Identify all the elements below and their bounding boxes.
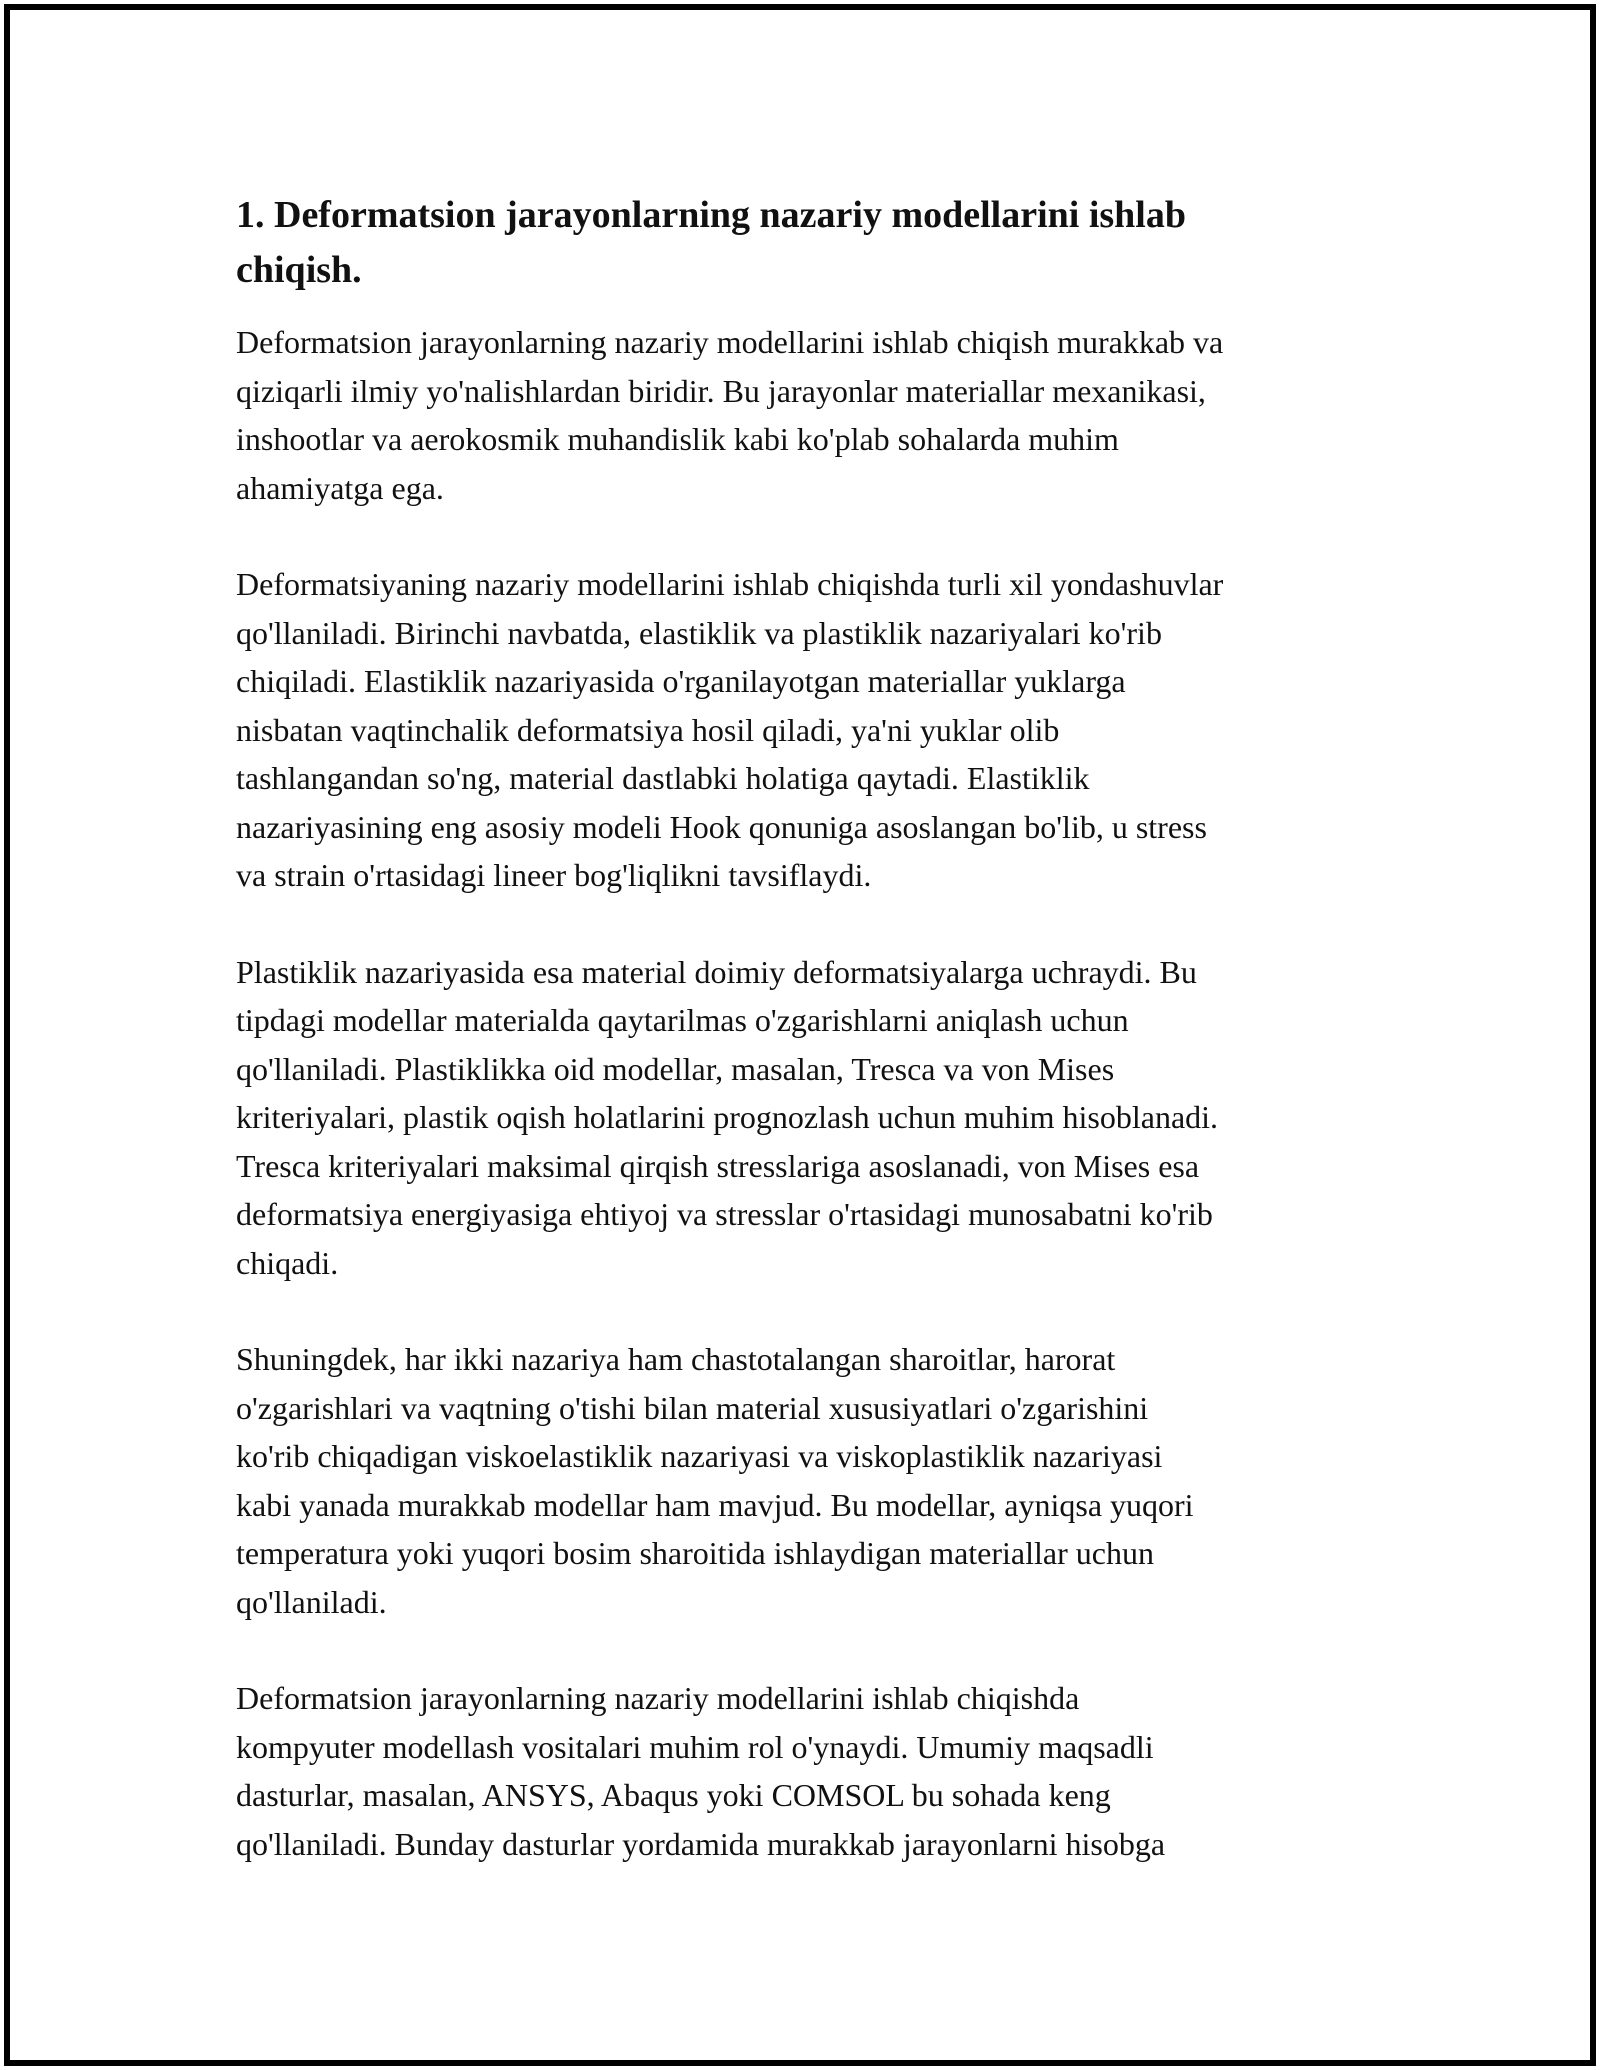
- paragraph-line: qo'llaniladi.: [236, 1583, 387, 1620]
- heading-line: 1. Deformatsion jarayonlarning nazariy modellarini ishlab: [236, 194, 1186, 236]
- paragraph-line: Deformatsiyaning nazariy modellarini ishlab chiqishda turli xil yondashuvlar: [236, 566, 1224, 602]
- heading-line: chiqish.: [236, 249, 362, 291]
- paragraph-line: nisbatan vaqtinchalik deformatsiya hosil qiladi, ya'ni yuklar olib: [236, 711, 1060, 748]
- paragraph-line: ko'rib chiqadigan viskoelastiklik nazariyasi va viskoplastiklik nazariyasi: [236, 1438, 1163, 1474]
- paragraph-2: [236, 560, 1386, 900]
- paragraph-1: [236, 318, 1386, 512]
- paragraph-line: o'zgarishlari va vaqtning o'tishi bilan material xususiyatlari o'zgarishini: [236, 1389, 1149, 1426]
- paragraph-line: qo'llaniladi. Plastiklikka oid modellar, masalan, Tresca va von Mises: [236, 1050, 1115, 1087]
- paragraph-line: dasturlar, masalan, ANSYS, Abaqus yoki COMSOL bu sohada keng: [236, 1777, 1111, 1813]
- paragraph-line: ahamiyatga ega.: [236, 469, 444, 506]
- paragraph-3: [236, 948, 1386, 1288]
- paragraph-line: qo'llaniladi. Birinchi navbatda, elastiklik va plastiklik nazariyalari ko'rib: [236, 614, 1162, 651]
- paragraph-line: Shuningdek, har ikki nazariya ham chastotalangan sharoitlar, harorat: [236, 1341, 1116, 1377]
- paragraph-line: kriteriyalari, plastik oqish holatlarini prognozlash uchun muhim hisoblanadi.: [236, 1099, 1219, 1135]
- paragraph-4: [236, 1335, 1386, 1626]
- paragraph-line: Deformatsion jarayonlarning nazariy modellarini ishlab chiqish murakkab va: [236, 324, 1224, 360]
- paragraph-line: deformatsiya energiyasiga ehtiyoj va stresslar o'rtasidagi munosabatni ko'rib: [236, 1196, 1213, 1232]
- paragraph-line: Deformatsion jarayonlarning nazariy modellarini ishlab chiqishda: [236, 1680, 1080, 1716]
- paragraph-line: va strain o'rtasidagi lineer bog'liqlikni tavsiflaydi.: [236, 857, 872, 893]
- paragraph-line: chiqiladi. Elastiklik nazariyasida o'rganilayotgan materiallar yuklarga: [236, 663, 1126, 699]
- paragraph-line: temperatura yoki yuqori bosim sharoitida ishlaydigan materiallar uchun: [236, 1535, 1154, 1571]
- paragraph-line: tashlangandan so'ng, material dastlabki holatiga qaytadi. Elastiklik: [236, 760, 1090, 796]
- paragraph-line: kompyuter modellash vositalari muhim rol o'ynaydi. Umumiy maqsadli: [236, 1728, 1154, 1765]
- paragraph-line: kabi yanada murakkab modellar ham mavjud. Bu modellar, ayniqsa yuqori: [236, 1486, 1194, 1523]
- paragraph-line: inshootlar va aerokosmik muhandislik kabi ko'plab sohalarda muhim: [236, 421, 1119, 457]
- paragraph-line: Tresca kriteriyalari maksimal qirqish stresslariga asoslanadi, von Mises esa: [236, 1147, 1200, 1184]
- paragraph-line: qo'llaniladi. Bunday dasturlar yordamida murakkab jarayonlarni hisobga: [236, 1825, 1166, 1862]
- paragraph-line: qiziqarli ilmiy yo'nalishlardan biridir. Bu jarayonlar materiallar mexanikasi,: [236, 372, 1206, 409]
- section-heading: [236, 188, 1386, 298]
- paragraph-line: chiqadi.: [236, 1244, 339, 1281]
- document-body: [236, 188, 1386, 1916]
- paragraph-line: nazariyasining eng asosiy modeli Hook qonuniga asoslangan bo'lib, u stress: [236, 808, 1207, 845]
- paragraph-line: tipdagi modellar materialda qaytarilmas o'zgarishlarni aniqlash uchun: [236, 1002, 1129, 1038]
- paragraph-line: Plastiklik nazariyasida esa material doimiy deformatsiyalarga uchraydi. Bu: [236, 953, 1197, 990]
- paragraph-5: [236, 1674, 1386, 1868]
